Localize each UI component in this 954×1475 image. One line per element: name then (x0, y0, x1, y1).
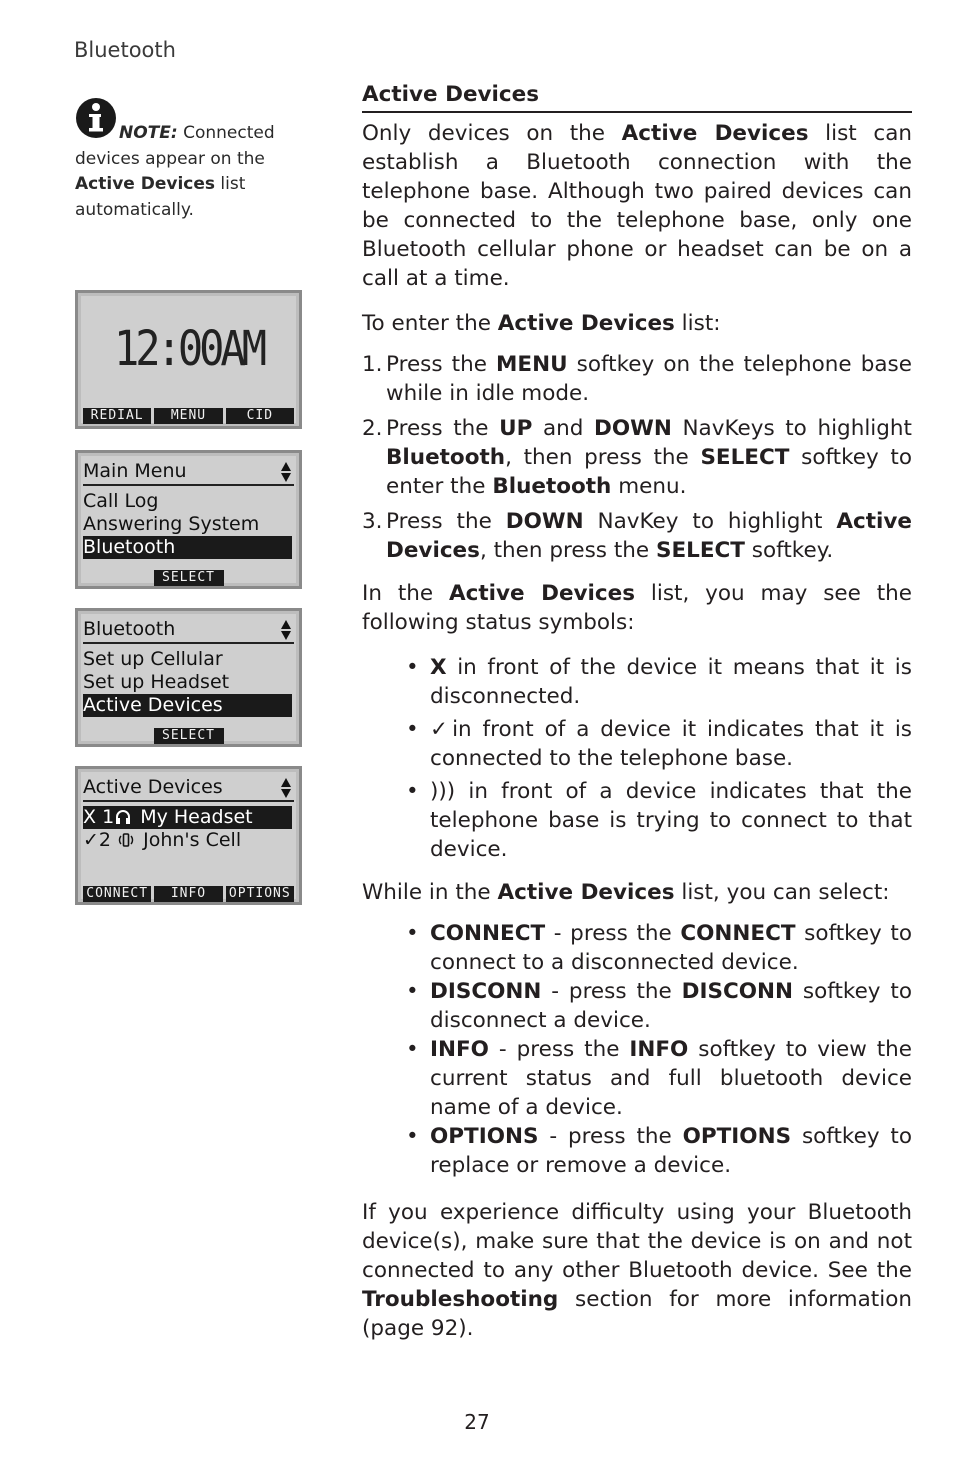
step-number: 1. (362, 352, 383, 377)
up-down-arrow-icon (280, 461, 292, 483)
active-devices-screen (75, 766, 302, 905)
text-run: in front of the device it means that it is disconnected. (430, 655, 912, 709)
list-item (406, 919, 912, 977)
list-text (430, 919, 912, 977)
note-label: NOTE: (119, 123, 178, 143)
bold-run: Active Devices (386, 509, 912, 563)
text-run: NavKeys to highlight (671, 416, 912, 441)
bluetooth-menu-screen (75, 608, 302, 747)
text-run: To enter the (362, 311, 498, 336)
symbols-list (406, 653, 912, 864)
bold-run: Active Devices (448, 581, 636, 606)
bold-run: Bluetooth (386, 445, 506, 470)
bold-run: INFO (430, 1037, 489, 1062)
clock-display: 12:00AM (113, 320, 263, 377)
bold-run: OPTIONS (682, 1124, 792, 1149)
up-down-arrow-icon (280, 777, 292, 799)
signal-symbol: ))) (430, 779, 456, 804)
bold-run: OPTIONS (430, 1124, 539, 1149)
text-run: If you experience difficulty using your Bluetooth device(s), make sure that the device is on and not connected to any other Bluetooth device. See the (362, 1200, 912, 1283)
device-number: 1 (102, 806, 115, 828)
bold-run: SELECT (655, 538, 745, 563)
screen-title-text: Bluetooth (83, 618, 176, 640)
screen-title (83, 458, 294, 486)
softkey-redial[interactable]: REDIAL (83, 408, 151, 424)
text-run: While in the (362, 880, 498, 905)
menu-item-set-up-headset[interactable]: Set up Headset (83, 671, 230, 693)
step-text (386, 507, 912, 565)
bold-run: DOWN (594, 416, 672, 441)
idle-screen (75, 290, 302, 429)
softkey-bar (83, 728, 294, 744)
section-heading: Active Devices (362, 80, 912, 113)
bold-run: X (430, 655, 447, 680)
screen-title-text: Active Devices (83, 776, 223, 798)
text-run: softkey on the telephone base while in idle mode. (386, 352, 912, 406)
note-bold: Active Devices (75, 174, 215, 194)
list-item (406, 977, 912, 1035)
cellphone-icon (118, 832, 134, 848)
text-run: - press the (488, 1037, 630, 1062)
softkey-bar (83, 886, 294, 902)
text-run: Press the (386, 509, 506, 534)
text-run: softkey to disconnect a device. (430, 979, 912, 1033)
menu-item-set-up-cellular[interactable]: Set up Cellular (83, 648, 223, 670)
text-run: list: (674, 311, 721, 336)
enter-paragraph (362, 309, 912, 338)
bullet: • (406, 979, 419, 1004)
bullet: • (406, 1124, 419, 1149)
bold-run: Active Devices (621, 121, 809, 146)
softkey-select[interactable]: SELECT (154, 728, 224, 744)
softkey-options[interactable]: OPTIONS (226, 886, 294, 902)
device-status: ✓ (83, 829, 99, 851)
text-run: , then press the (505, 445, 701, 470)
menu-item-bluetooth[interactable]: Bluetooth (83, 536, 292, 559)
bold-run: DOWN (505, 509, 584, 534)
bold-run: CONNECT (680, 921, 796, 946)
step-number: 3. (362, 509, 383, 534)
screen-title-text: Main Menu (83, 460, 187, 482)
text-run: softkey to replace or remove a device. (430, 1124, 912, 1178)
text-run: menu. (611, 474, 687, 499)
text-run: list, you can select: (674, 880, 890, 905)
text-run: softkey to view the current status and full bluetooth device name of a device. (430, 1037, 913, 1120)
list-text (430, 653, 912, 711)
screen-title (83, 774, 294, 802)
main-content (362, 80, 912, 1359)
text-run: - press the (545, 921, 681, 946)
options-list (406, 919, 912, 1180)
text-run: Only devices on the (362, 121, 622, 146)
text-run: In the (362, 581, 449, 606)
softkey-bar (83, 408, 294, 424)
bold-run: DISCONN (430, 979, 542, 1004)
text-run: - press the (538, 1124, 683, 1149)
up-down-arrow-icon (280, 619, 292, 641)
closing-paragraph (362, 1198, 912, 1343)
text-run: softkey to enter the (386, 445, 912, 499)
menu-item-answering-system[interactable]: Answering System (83, 513, 260, 535)
select-intro (362, 878, 912, 907)
device-status: X (83, 806, 97, 828)
text-run: softkey to connect to a disconnected device. (430, 921, 912, 975)
list-item (406, 715, 912, 773)
text-run: section for more information (page 92). (362, 1287, 912, 1341)
list-text (430, 777, 912, 864)
bold-run: Bluetooth (492, 474, 612, 499)
text-run: in front of a device indicates that the telephone base is trying to connect to that device. (430, 779, 912, 862)
step-number: 2. (362, 416, 383, 441)
bullet: • (406, 779, 419, 804)
text-run: list, you may see the following status symbols: (362, 581, 913, 635)
bold-run: CONNECT (430, 921, 546, 946)
softkey-connect[interactable]: CONNECT (83, 886, 151, 902)
device-name: My Headset (140, 806, 253, 828)
list-item (406, 1035, 912, 1122)
bullet: • (406, 717, 419, 742)
bold-run: Troubleshooting (362, 1287, 559, 1312)
list-text (430, 977, 912, 1035)
note-text-part: Connected devices appear on the (75, 123, 275, 169)
step-text (386, 350, 912, 408)
list-item (362, 507, 912, 565)
note-box (75, 97, 290, 223)
symbols-intro (362, 579, 912, 637)
text-run: and (532, 416, 595, 441)
device-row[interactable] (83, 829, 292, 852)
softkey-menu[interactable]: MENU (154, 408, 222, 424)
list-item (406, 653, 912, 711)
bold-run: MENU (496, 352, 568, 377)
list-item (362, 414, 912, 501)
text-run: Press the (386, 416, 500, 441)
bullet: • (406, 1037, 419, 1062)
bold-run: UP (499, 416, 533, 441)
menu-item-active-devices[interactable]: Active Devices (83, 694, 292, 717)
note-text-part: list automatically. (75, 174, 246, 220)
bullet: • (406, 655, 419, 680)
bold-run: DISCONN (681, 979, 794, 1004)
menu-item-call-log[interactable]: Call Log (83, 490, 159, 512)
device-row[interactable] (83, 806, 292, 829)
list-item (406, 1122, 912, 1180)
checkmark-symbol: ✓ (430, 717, 453, 742)
device-number: 2 (98, 829, 112, 851)
device-name: John's Cell (143, 829, 242, 851)
text-run: NavKey to highlight (583, 509, 837, 534)
section-label: Bluetooth (74, 38, 176, 62)
list-text (430, 715, 912, 773)
headset-icon (115, 809, 131, 825)
bold-run: Active Devices (497, 880, 675, 905)
info-icon (75, 97, 117, 139)
list-text (430, 1035, 912, 1122)
text-run: Press the (386, 352, 497, 377)
list-item (406, 777, 912, 864)
bold-run: Active Devices (497, 311, 675, 336)
softkey-bar (83, 570, 294, 586)
bold-run: SELECT (700, 445, 790, 470)
main-menu-screen (75, 450, 302, 589)
intro-paragraph (362, 119, 912, 293)
bullet: • (406, 921, 419, 946)
text-run: softkey. (744, 538, 834, 563)
softkey-info[interactable]: INFO (154, 886, 222, 902)
step-text (386, 414, 912, 501)
softkey-cid[interactable]: CID (226, 408, 294, 424)
page-number: 27 (464, 1410, 490, 1434)
text-run: in front of a device it indicates that it is connected to the telephone base. (430, 717, 913, 771)
list-text (430, 1122, 912, 1180)
bold-run: INFO (629, 1037, 689, 1062)
steps-list (362, 350, 912, 565)
softkey-select[interactable]: SELECT (154, 570, 224, 586)
text-run: , then press the (479, 538, 656, 563)
screen-title (83, 616, 294, 644)
text-run: - press the (541, 979, 682, 1004)
text-run: list can establish a Bluetooth connection with the telephone base. Although two paired devices can be connected to the telephone base, only one Bluetooth cellular phone or headset can be on a call at a time. (362, 121, 912, 291)
list-item (362, 350, 912, 408)
